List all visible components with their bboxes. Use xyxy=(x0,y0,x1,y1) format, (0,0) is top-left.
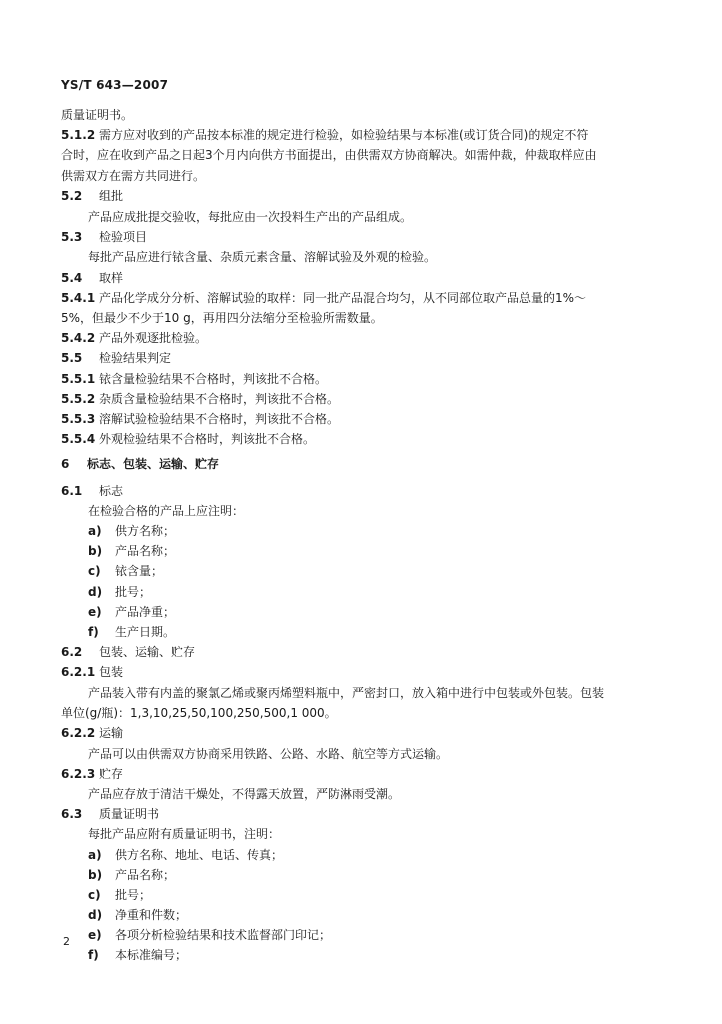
clause-line xyxy=(61,350,171,366)
clause-number: f) xyxy=(88,948,99,962)
list-item xyxy=(88,947,187,963)
clause-number: 5.4.2 xyxy=(61,331,96,345)
paragraph-line xyxy=(88,746,448,762)
clause-number: 6.2 xyxy=(61,645,83,659)
clause-number: 5.4 xyxy=(61,271,83,285)
clause-text: 产品外观逐批检验。 xyxy=(99,331,208,345)
clause-text: 标志 xyxy=(99,484,124,498)
clause-text: 各项分析检验结果和技术监督部门印记； xyxy=(115,928,332,942)
clause-text: 产品名称； xyxy=(115,868,176,882)
clause-text: 在检验合格的产品上应注明： xyxy=(88,504,245,518)
paragraph-line xyxy=(88,503,244,519)
clause-text: 运输 xyxy=(99,726,124,740)
clause-number: 5.5 xyxy=(61,351,83,365)
clause-text: 每批产品应进行铱含量、杂质元素含量、溶解试验及外观的检验。 xyxy=(88,250,437,264)
clause-text: 产品名称； xyxy=(115,544,176,558)
clause-text: 产品净重； xyxy=(115,605,176,619)
clause-number: 5.3 xyxy=(61,230,83,244)
clause-text: 组批 xyxy=(99,189,124,203)
clause-number: 6.1 xyxy=(61,484,83,498)
list-item xyxy=(88,927,331,943)
clause-text: 批号； xyxy=(115,888,152,902)
list-item xyxy=(88,543,175,559)
clause-line xyxy=(61,766,123,782)
clause-text: 批号； xyxy=(115,585,152,599)
clause-number: 5.5.4 xyxy=(61,432,96,446)
clause-text: 铱含量检验结果不合格时，判该批不合格。 xyxy=(99,372,328,386)
clause-line xyxy=(61,391,339,407)
list-item xyxy=(88,523,175,539)
clause-number: 6.2.2 xyxy=(61,726,96,740)
list-item xyxy=(88,604,175,620)
clause-number: d) xyxy=(88,585,103,599)
clause-text: 溶解试验检验结果不合格时，判该批不合格。 xyxy=(99,412,340,426)
paragraph-line xyxy=(88,209,412,225)
paragraph-line xyxy=(88,826,280,842)
list-item xyxy=(88,867,175,883)
clause-line xyxy=(61,456,219,472)
clause-line xyxy=(61,644,195,660)
clause-text: 检验项目 xyxy=(99,230,148,244)
clause-line xyxy=(61,483,123,499)
clause-text: 供方名称； xyxy=(115,524,176,538)
list-item xyxy=(88,907,187,923)
clause-text: 质量证明书 xyxy=(99,807,160,821)
clause-line xyxy=(61,330,207,346)
list-item xyxy=(88,624,175,640)
clause-text: 质量证明书。 xyxy=(61,108,134,122)
clause-number: 5.4.1 xyxy=(61,291,96,305)
clause-number: 6.2.3 xyxy=(61,767,96,781)
clause-text: 净重和件数； xyxy=(115,908,188,922)
clause-number: f) xyxy=(88,625,99,639)
paragraph-line xyxy=(61,310,383,326)
clause-number: 6 xyxy=(61,457,70,471)
clause-line xyxy=(61,290,586,306)
clause-text: 包装 xyxy=(99,665,124,679)
clause-text: 产品化学成分分析、溶解试验的取样：同一批产品混合均匀，从不同部位取产品总量的1%～ xyxy=(99,291,587,305)
clause-number: a) xyxy=(88,848,102,862)
clause-number: c) xyxy=(88,888,101,902)
paragraph-line xyxy=(61,147,597,163)
paragraph-line xyxy=(88,249,436,265)
paragraph-line xyxy=(88,786,400,802)
clause-text: 产品应存放于清洁干燥处，不得露天放置，严防淋雨受潮。 xyxy=(88,787,401,801)
clause-text: 取样 xyxy=(99,271,124,285)
clause-line xyxy=(61,229,147,245)
clause-text: 检验结果判定 xyxy=(99,351,172,365)
clause-text: 产品可以由供需双方协商采用铁路、公路、水路、航空等方式运输。 xyxy=(88,747,449,761)
list-item xyxy=(88,563,163,579)
clause-number: 6.2.1 xyxy=(61,665,96,679)
paragraph-line xyxy=(88,685,604,701)
clause-number: 5.1.2 xyxy=(61,128,96,142)
clause-text: 合时，应在收到产品之日起3个月内向供方书面提出，由供需双方协商解决。如需仲裁，仲裁取样应由 xyxy=(61,148,597,162)
clause-text: 外观检验结果不合格时，判该批不合格。 xyxy=(99,432,316,446)
clause-line xyxy=(61,725,123,741)
clause-line xyxy=(61,664,123,680)
clause-number: e) xyxy=(88,605,102,619)
clause-line xyxy=(61,431,315,447)
clause-number: b) xyxy=(88,544,103,558)
clause-text: 产品装入带有内盖的聚氯乙烯或聚丙烯塑料瓶中，严密封口，放入箱中进行中包装或外包装。包装 xyxy=(88,686,605,700)
clause-text: 每批产品应附有质量证明书，注明： xyxy=(88,827,281,841)
clause-text: 贮存 xyxy=(99,767,124,781)
clause-text: 供需双方在需方共同进行。 xyxy=(61,169,206,183)
clause-number: 6.3 xyxy=(61,807,83,821)
list-item xyxy=(88,847,283,863)
clause-number: 5.5.2 xyxy=(61,392,96,406)
list-item xyxy=(88,887,151,903)
clause-line xyxy=(61,188,123,204)
clause-number: 5.5.1 xyxy=(61,372,96,386)
clause-text: 供方名称、地址、电话、传真； xyxy=(115,848,284,862)
clause-line xyxy=(61,127,588,143)
standard-code-header: YS/T 643—2007 xyxy=(61,78,169,92)
page-number: 2 xyxy=(63,935,70,948)
clause-text: 5%，但最少不少于10 g，再用四分法缩分至检验所需数量。 xyxy=(61,311,383,325)
clause-number: c) xyxy=(88,564,101,578)
clause-number: d) xyxy=(88,908,103,922)
clause-text: 包装、运输、贮存 xyxy=(99,645,196,659)
clause-line xyxy=(61,270,123,286)
clause-number: a) xyxy=(88,524,102,538)
clause-text: 杂质含量检验结果不合格时，判该批不合格。 xyxy=(99,392,340,406)
paragraph-line xyxy=(61,705,337,721)
clause-text: 本标准编号； xyxy=(115,948,188,962)
clause-line xyxy=(61,371,327,387)
clause-number: 5.5.3 xyxy=(61,412,96,426)
clause-line xyxy=(61,411,339,427)
list-item xyxy=(88,584,151,600)
clause-text: 铱含量； xyxy=(115,564,164,578)
clause-number: b) xyxy=(88,868,103,882)
clause-text: 需方应对收到的产品按本标准的规定进行检验，如检验结果与本标准(或订货合同)的规定不符 xyxy=(99,128,589,142)
clause-text: 产品应成批提交验收，每批应由一次投料生产出的产品组成。 xyxy=(88,210,413,224)
clause-text: 标志、包装、运输、贮存 xyxy=(87,457,220,471)
paragraph-line xyxy=(61,168,205,184)
clause-text: 生产日期。 xyxy=(115,625,176,639)
clause-text: 单位(g/瓶)：1,3,10,25,50,100,250,500,1 000。 xyxy=(61,706,337,720)
clause-number: e) xyxy=(88,928,102,942)
clause-line xyxy=(61,806,159,822)
paragraph-line xyxy=(61,107,133,123)
clause-number: 5.2 xyxy=(61,189,83,203)
